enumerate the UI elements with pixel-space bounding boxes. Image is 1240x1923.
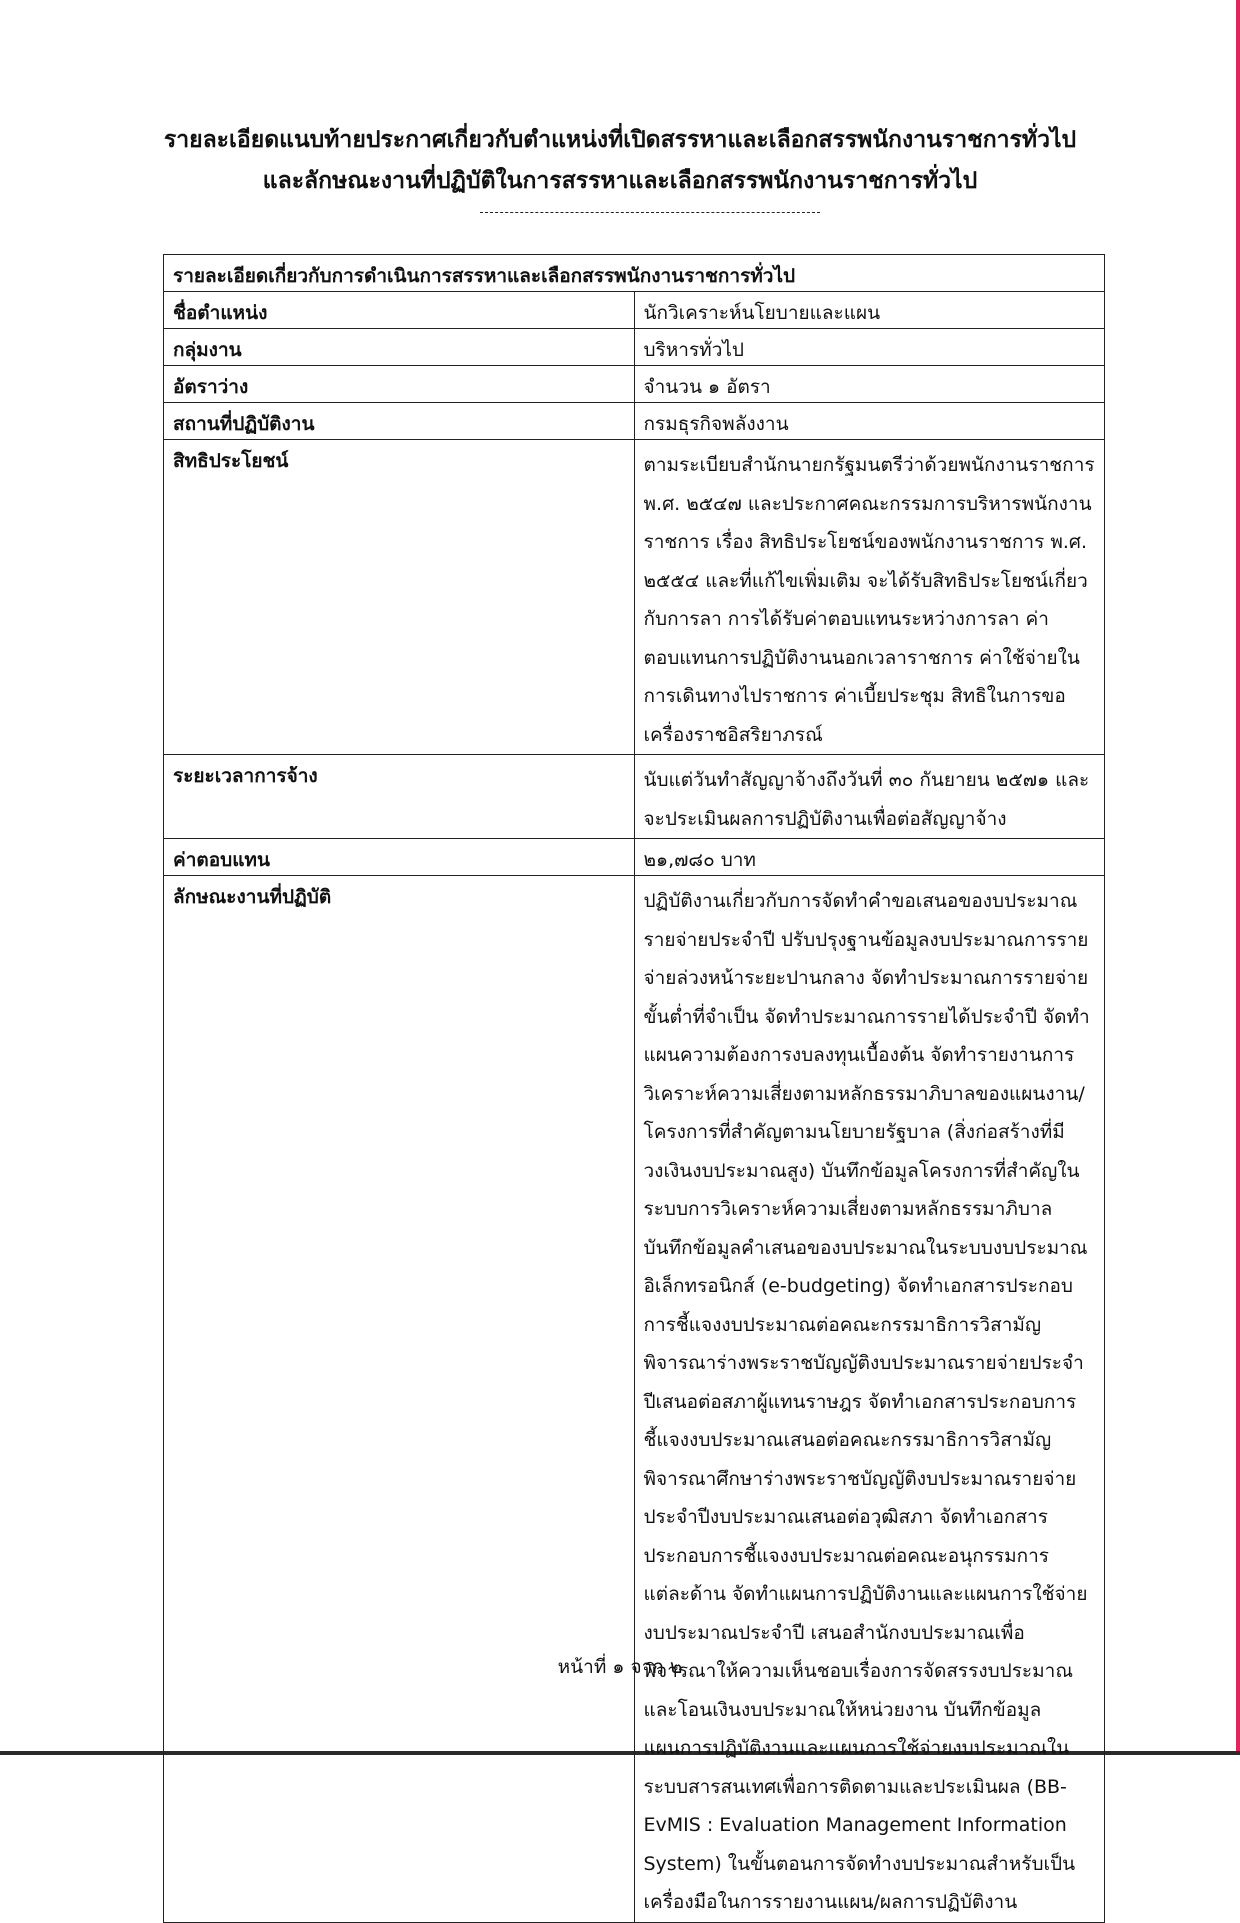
employment-period-label: ระยะเวลาการจ้าง <box>164 755 635 839</box>
job-description-value: ปฏิบัติงานเกี่ยวกับการจัดทำคำขอเสนอของบประมาณรายจ่ายประจำปี ปรับปรุงฐานข้อมูลงบประมาณการรายจ่ายล่วงหน้าระยะปานกลาง จัดทำประมาณการรายจ่ายขั้นต่ำที่จำเป็น จัดทำประมาณการรายได้ประจำปี จัดทำแผนความต้องการงบลงทุนเบื้องต้น จัดทำรายงานการวิเคราะห์ความเสี่ยงตามหลักธรรมาภิบาลของแผนงาน/โครงการที่สำคัญตามนโยบายรัฐบาล (สิ่งก่อสร้างที่มีวงเงินงบประมาณสูง) บันทึกข้อมูลโครงการที่สำคัญในระบบการวิเคราะห์ความเสี่ยงตามหลักธรรมาภิบาล บันทึกข้อมูลคำเสนอของบประมาณในระบบงบประมาณอิเล็กทรอนิกส์ (e-budgeting) จัดทำเอกสารประกอบการชี้แจงงบประมาณต่อคณะกรรมาธิการวิสามัญพิจารณาร่างพระราชบัญญัติงบประมาณรายจ่ายประจำปีเสนอต่อสภาผู้แทนราษฎร จัดทำเอกสารประกอบการชี้แจงงบประมาณเสนอต่อคณะกรรมาธิการวิสามัญพิจารณาศึกษาร่างพระราชบัญญัติงบประมาณรายจ่ายประจำปีงบประมาณเสนอต่อวุฒิสภา จัดทำเอกสารประกอบการชี้แจงงบประมาณต่อคณะอนุกรรมการแต่ละด้าน จัดทำแผนการปฏิบัติงานและแผนการใช้จ่ายงบประมาณประจำปี เสนอสำนักงบประมาณเพื่อพิจารณาให้ความเห็นชอบเรื่องการจัดสรรงบประมาณและโอนเงินงบประมาณให้หน่วยงาน บันทึกข้อมูลแผนการปฏิบัติงานและแผนการใช้จ่ายงบประมาณในระบบสารสนเทศเพื่อการติดตามและประเมินผล (BB-EvMIS : Evaluation Management Information System) ในขั้นตอนการจัดทำงบประมาณสำหรับเป็นเครื่องมือในการรายงานแผน/ผลการปฏิบัติงาน <box>634 876 1105 1923</box>
benefits-value: ตามระเบียบสำนักนายกรัฐมนตรีว่าด้วยพนักงานราชการ พ.ศ. ๒๕๔๗ และประกาศคณะกรรมการบริหารพนักงานราชการ เรื่อง สิทธิประโยชน์ของพนักงานราชการ พ.ศ. ๒๕๕๔ และที่แก้ไขเพิ่มเติม จะได้รับสิทธิประโยชน์เกี่ยวกับการลา การได้รับค่าตอบแทนระหว่างการลา ค่าตอบแทนการปฏิบัติงานนอกเวลาราชการ ค่าใช้จ่ายในการเดินทางไปราชการ ค่าเบี้ยประชุม สิทธิในการขอเครื่องราชอิสริยาภรณ์ <box>634 440 1105 755</box>
work-group-label: กลุ่มงาน <box>164 329 635 366</box>
position-label: ชื่อตำแหน่ง <box>164 292 635 329</box>
document-title-line-2: และลักษณะงานที่ปฏิบัติในการสรรหาและเลือกสรรพนักงานราชการทั่วไป <box>262 168 978 194</box>
workplace-value: กรมธุรกิจพลังงาน <box>634 403 1105 440</box>
table-row-employment-period <box>164 755 1105 839</box>
document-title-line-1: รายละเอียดแนบท้ายประกาศเกี่ยวกับตำแหน่งที่เปิดสรรหาและเลือกสรรพนักงานราชการทั่วไป <box>163 127 1077 153</box>
workplace-label: สถานที่ปฏิบัติงาน <box>164 403 635 440</box>
table-row-job-description <box>164 876 1105 1923</box>
table-header: รายละเอียดเกี่ยวกับการดำเนินการสรรหาและเลือกสรรพนักงานราชการทั่วไป <box>164 255 1105 292</box>
benefits-label: สิทธิประโยชน์ <box>164 440 635 755</box>
employment-period-value: นับแต่วันทำสัญญาจ้างถึงวันที่ ๓๐ กันยายน ๒๕๗๑ และจะประเมินผลการปฏิบัติงานเพื่อต่อสัญญาจ้าง <box>634 755 1105 839</box>
vacancies-label: อัตราว่าง <box>164 366 635 403</box>
page-number: หน้าที่ ๑ จาก ๒ <box>557 1656 683 1678</box>
compensation-label: ค่าตอบแทน <box>164 839 635 876</box>
position-value: นักวิเคราะห์นโยบายและแผน <box>634 292 1105 329</box>
table-row-position <box>164 292 1105 329</box>
vacancies-value: จำนวน ๑ อัตรา <box>634 366 1105 403</box>
page-edge-right <box>1236 0 1240 1755</box>
table-row-work-group <box>164 329 1105 366</box>
work-group-value: บริหารทั่วไป <box>634 329 1105 366</box>
compensation-value: ๒๑,๗๘๐ บาท <box>634 839 1105 876</box>
table-row-compensation <box>164 839 1105 876</box>
table-row-vacancies <box>164 366 1105 403</box>
table-row-benefits <box>164 440 1105 755</box>
job-description-label: ลักษณะงานที่ปฏิบัติ <box>164 876 635 1923</box>
title-divider <box>480 212 820 213</box>
table-row-workplace <box>164 403 1105 440</box>
table-header-row <box>164 255 1105 292</box>
